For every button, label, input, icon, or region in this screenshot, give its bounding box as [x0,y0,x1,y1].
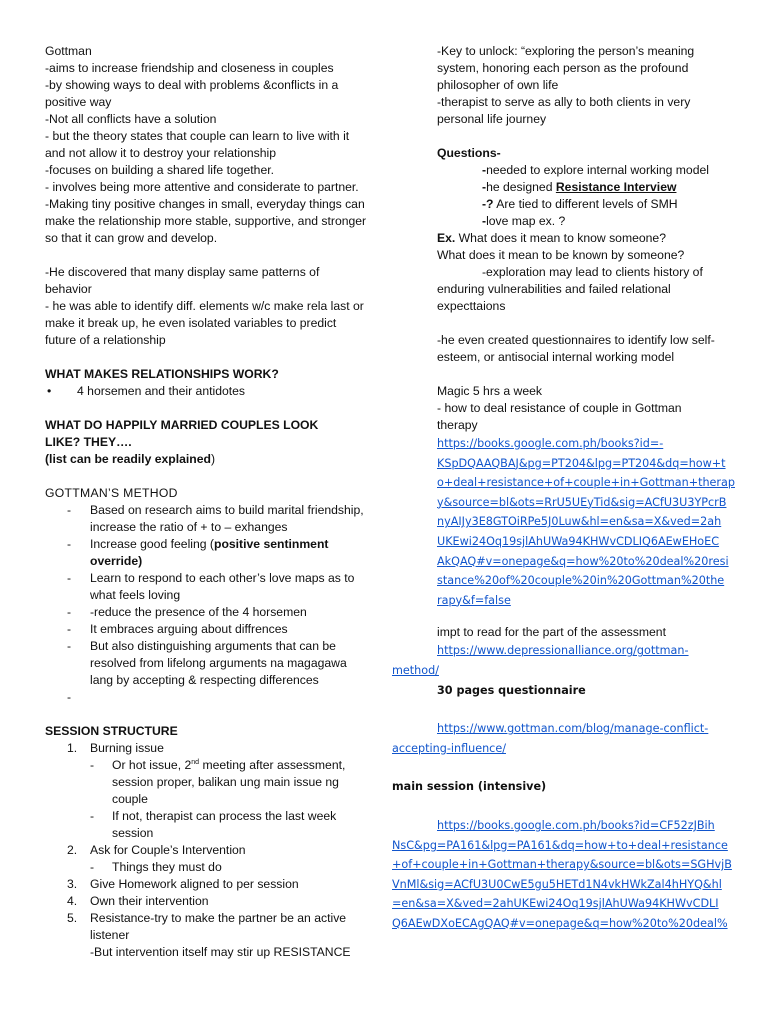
link-line[interactable]: https://books.google.com.ph/books?id=- [437,437,664,450]
item-text [90,536,328,553]
list-item [45,502,385,519]
sub-item [45,757,385,774]
item-text: Based on research aims to build marital friendship, [90,503,364,517]
item-text: But also distinguishing arguments that can be [90,639,336,653]
question-marker: - [482,214,487,228]
dash-marker: - [67,639,72,653]
text-line: -Not all conflicts have a solution [45,112,217,126]
link-line[interactable]: +of+couple+in+Gottman+therapy&source=bl&ots=SGHvjB [392,858,732,872]
google-books-link-1[interactable] [392,434,735,610]
text-line: personal life journey [437,112,547,126]
question-marker: -? [482,197,494,211]
question-item [392,213,732,230]
item-text-part: Or hot issue, 2 [112,758,192,772]
numbered-item [45,893,385,910]
gottman-blog-link[interactable]: accepting-influence/ [392,741,506,755]
dash-marker: - [90,809,95,823]
depression-alliance-link[interactable]: method/ [392,663,439,677]
item-text: Give Homework aligned to per session [90,877,299,891]
dash-marker: - [67,537,72,551]
question-text: Are tied to different levels of SMH [493,197,678,211]
text-line: behavior [45,282,92,296]
text-line: -therapist to serve as ally to both clients in very [437,95,691,109]
section-heading: WHAT DO HAPPILY MARRIED COUPLES LOOK [45,418,319,432]
item-text: session proper, balikan ung main issue ng [112,775,339,789]
link-line[interactable]: o+deal+resistance+of+couple+in+Gottman+therap [437,476,735,490]
link-line[interactable]: nyAIJy3E8GTOiRPe5J0Luw&hl=en&sa=X&ved=2ah [437,515,722,529]
item-text: what feels loving [90,588,181,602]
question-item [392,179,732,196]
text-line: -aims to increase friendship and closeness in couples [45,61,334,75]
depression-alliance-link[interactable]: https://www.depressionalliance.org/gottman- [437,644,689,658]
bullet-text: 4 horsemen and their antidotes [77,384,246,398]
example-text: What does it mean to know someone? [455,231,666,245]
text-line: so that it can grow and develop. [45,231,218,245]
google-books-link-2[interactable] [392,816,732,934]
text-line: therapy [437,418,478,432]
text-line: -Making tiny positive changes in small, everyday things can [45,197,365,211]
dash-marker: - [67,690,72,704]
dash-marker: - [90,860,95,874]
text-line: Gottman [45,44,92,58]
list-item [45,638,385,655]
link-line[interactable]: VnMl&sig=ACfU3U0CwE5gu5HETd1N4vkHWkZal4hHYQ&hl [392,877,722,891]
text-line: enduring vulnerabilities and failed relational [437,282,671,296]
item-text: resolved from lifelong arguments na magagawa [90,656,347,670]
example-label: Ex. [437,231,456,245]
dash-marker: - [67,605,72,619]
link-line[interactable]: NsC&pg=PA161&lpg=PA161&dq=how+to+deal+resistance [392,838,728,852]
item-text: If not, therapist can process the last week [112,809,337,823]
item-text-bold: positive sentinment [214,537,329,551]
text-line: - involves being more attentive and considerate to partner. [45,180,359,194]
text-line: -by showing ways to deal with problems &conflicts in a [45,78,339,92]
question-item [392,162,732,179]
bullet-icon: • [47,384,52,398]
question-marker: - [482,180,487,194]
item-text: Learn to respond to each other’s love maps as to [90,571,355,585]
text-line: -focuses on building a shared life together. [45,163,275,177]
item-text: increase the ratio of + to – exhanges [90,520,288,534]
questions-heading: Questions- [437,146,501,160]
question-text: needed to explore internal working model [486,163,709,177]
section-heading: SESSION STRUCTURE [45,724,178,738]
superscript: nd [191,758,200,766]
numbered-item [45,910,385,927]
list-item [45,570,385,587]
item-text: -But intervention itself may stir up RESISTANCE [90,945,351,959]
item-text: It embraces arguing about diffrences [90,622,288,636]
sub-item [45,859,385,876]
number-marker: 4. [67,894,78,908]
example-line [392,230,732,247]
item-text: lang by accepting & respecting differences [90,673,319,687]
numbered-item [45,876,385,893]
item-text [112,757,345,774]
main-session-label: main session (intensive) [392,780,547,794]
link-line[interactable]: stance%20of%20couple%20in%20Gottman%20the [437,574,725,588]
text-line: -exploration may lead to clients history of [482,265,703,279]
text-line: make it break up, he even isolated variables to predict [45,316,337,330]
section-heading: LIKE? THEY…. [45,435,132,449]
link-line[interactable]: =en&sa=X&ved=2ahUKEwi24Oq19sjlAhUWa94KHWvCDLI [392,897,719,911]
gottman-blog-link[interactable]: https://www.gottman.com/blog/manage-conflict- [437,722,709,736]
question-item [392,196,732,213]
text-line: -He discovered that many display same patterns of [45,265,320,279]
text-line: - how to deal resistance of couple in Gottman [437,401,682,415]
text-line: esteem, or antisocial internal working model [437,350,675,364]
item-text-part: Increase good feeling ( [90,537,214,551]
method-title: GOTTMAN’S METHOD [45,486,178,500]
list-item [45,604,385,621]
text-line: future of a relationship [45,333,166,347]
link-line[interactable]: https://books.google.com.ph/books?id=CF52zJBih [437,818,715,832]
item-text: Own their intervention [90,894,209,908]
number-marker: 2. [67,843,78,857]
text-line: and not allow it to destroy your relationship [45,146,277,160]
list-item [45,689,385,706]
numbered-item [45,842,385,859]
link-line[interactable]: UKEwi24Oq19sjlAhUWa94KHWvCDLIQ6AEwEHoEC [437,534,720,548]
text-line: - he was able to identify diff. elements w/c make rela last or [45,299,364,313]
question-text: love map ex. ? [486,214,566,228]
text-line: impt to read for the part of the assessment [437,625,666,640]
question-text: he designed [486,180,556,194]
question-marker: - [482,163,487,177]
number-marker: 5. [67,911,78,925]
number-marker: 1. [67,741,78,755]
resistance-interview-link[interactable]: Resistance Interview [555,180,677,194]
item-text: Burning issue [90,741,164,755]
text-line: -he even created questionnaires to identify low self- [437,333,715,347]
text-line: -Key to unlock: “exploring the person’s meaning [437,44,695,58]
text-line: What does it mean to be known by someone? [437,248,685,262]
text-line: - but the theory states that couple can learn to live with it [45,129,350,143]
text-line: Magic 5 hrs a week [437,384,542,398]
number-marker: 3. [67,877,78,891]
link-line[interactable]: y&source=bl&ots=RrU5UEyTid&sig=ACfU3U3YPcrB [437,495,727,509]
bullet-item [45,383,385,400]
text-line: philosopher of own life [437,78,559,92]
item-text: -reduce the presence of the 4 horsemen [90,605,307,619]
right-column [392,43,735,933]
dash-marker: - [67,503,72,517]
item-text: Things they must do [112,860,222,874]
link-line[interactable]: Q6AEwDXoECAgQAQ#v=onepage&q=how%20to%20deal% [392,916,728,930]
item-text: Ask for Couple’s Intervention [90,843,246,857]
text-line: positive way [45,95,112,109]
item-text: Resistance-try to make the partner be an active [90,911,347,925]
dash-marker: - [67,622,72,636]
list-item [45,621,385,638]
dash-marker: - [90,758,95,772]
note-bold: (list can be readily explained [45,452,211,466]
item-text-part: meeting after assessment, [199,758,346,772]
item-text: listener [90,928,130,942]
item-text: session [112,826,154,840]
section-heading: WHAT MAKES RELATIONSHIPS WORK? [45,367,279,381]
link-line[interactable]: AkQAQ#v=onepage&q=how%20to%20deal%20resi [437,554,729,568]
item-text-bold: override) [90,554,143,568]
dash-marker: - [67,571,72,585]
link-line[interactable]: rapy&f=false [437,593,511,607]
section-note [45,451,385,468]
left-column [45,43,385,961]
numbered-item [45,740,385,757]
text-line: system, honoring each person as the profound [437,61,689,75]
list-item [45,536,385,553]
item-text: couple [112,792,148,806]
note-end: ) [210,452,216,466]
text-line: expecttaions [437,299,506,313]
sub-item [45,808,385,825]
link-line[interactable]: KSpDQAAQBAJ&pg=PT204&lpg=PT204&dq=how+t [437,456,726,470]
text-line: 30 pages questionnaire [437,683,586,697]
text-line: make the relationship more stable, supportive, and stronger [45,214,367,228]
